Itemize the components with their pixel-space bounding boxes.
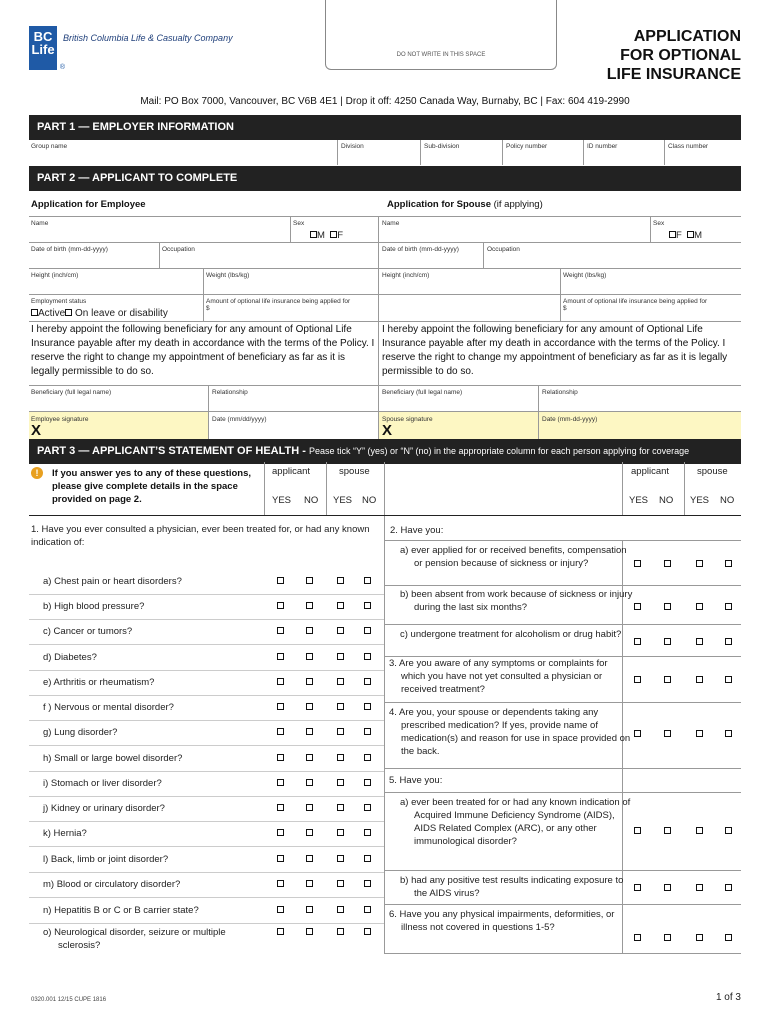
applicant-no-checkbox[interactable] (664, 603, 671, 610)
spouse-no-checkbox[interactable] (364, 906, 371, 913)
divider (384, 953, 741, 954)
applicant-no-checkbox[interactable] (664, 676, 671, 683)
question-1-item: e) Arthritis or rheumatism? (43, 677, 155, 688)
employee-height-field[interactable]: Height (inch/cm) (31, 272, 79, 279)
spouse-yes-checkbox[interactable] (696, 827, 703, 834)
spouse-heading (387, 199, 543, 210)
spouse-no-checkbox[interactable] (364, 779, 371, 786)
spouse-yes-checkbox[interactable] (337, 602, 344, 609)
divider (203, 268, 204, 294)
applicant-yes-checkbox[interactable] (277, 880, 284, 887)
spouse-yes-checkbox[interactable] (696, 676, 703, 683)
logo-text: BC Life (31, 29, 55, 57)
question-1-item: j) Kidney or urinary disorder? (43, 803, 165, 814)
form-code: 0320.001 12/15 CUPE 1816 (31, 997, 107, 1003)
divider (29, 385, 741, 386)
row-divider (29, 745, 384, 746)
employee-relationship-field[interactable]: Relationship (212, 389, 248, 396)
spouse-yes-checkbox[interactable] (337, 855, 344, 862)
spouse-yes-checkbox[interactable] (337, 577, 344, 584)
row-divider (29, 846, 384, 847)
employee-weight-field[interactable]: Weight (lbs/kg) (206, 272, 250, 279)
spouse-beneficiary-statement: I hereby appoint the following beneficiary for any amount of Optional Life Insurance payable after my death in accordance with the terms of the Policy. I reserve the right to change my appointment of beneficiary as far as it is legally permissible to do so. (382, 324, 728, 377)
employee-beneficiary-statement: I hereby appoint the following beneficiary for any amount of Optional Life Insurance payable after my death in accordance with the terms of the Policy. I reserve the right to change my appointment of beneficiary as far as it is legally permissible to do so. (31, 324, 375, 377)
applicant-yes-checkbox[interactable] (634, 676, 641, 683)
divider (337, 140, 338, 165)
divider (384, 792, 741, 793)
applicant-yes-checkbox[interactable] (277, 804, 284, 811)
question-3: 3. Are you aware of any symptoms or complaints for which you have not yet consulted a physician or received treatment? (389, 658, 608, 695)
spouse-yes-checkbox[interactable] (337, 906, 344, 913)
spouse-sex-options (669, 230, 702, 241)
divider (483, 242, 484, 268)
division-field[interactable]: Division (341, 143, 364, 150)
spouse-no-checkbox[interactable] (364, 928, 371, 935)
question-2b: b) been absent from work because of sickness or injury during the last six months? (400, 589, 633, 613)
divider (264, 462, 265, 515)
no-label: NO (304, 495, 319, 506)
spouse-no-checkbox[interactable] (364, 703, 371, 710)
question-1-item: h) Small or large bowel disorder? (43, 753, 183, 764)
question-1-item: d) Diabetes? (43, 652, 97, 663)
warning-icon: ! (31, 467, 43, 479)
group-name-field[interactable]: Group name (31, 143, 68, 150)
spouse-height-field[interactable]: Height (inch/cm) (382, 272, 430, 279)
applicant-yes-checkbox[interactable] (277, 928, 284, 935)
spouse-no-checkbox[interactable] (725, 676, 732, 683)
spouse-yes-checkbox[interactable] (696, 730, 703, 737)
bc-life-logo: BC Life ® (29, 26, 57, 70)
applicant-no-checkbox[interactable] (306, 880, 313, 887)
applicant-yes-checkbox[interactable] (634, 638, 641, 645)
employee-name-field[interactable]: Name (31, 220, 49, 227)
employee-occupation-field[interactable]: Occupation (162, 246, 195, 253)
question-1-item: k) Hernia? (43, 828, 87, 839)
applicant-no-checkbox[interactable] (306, 855, 313, 862)
applicant-no-checkbox[interactable] (664, 884, 671, 891)
m-label: M (317, 230, 325, 241)
spouse-yes-checkbox[interactable] (337, 880, 344, 887)
applicant-yes-checkbox[interactable] (634, 603, 641, 610)
applicant-yes-checkbox[interactable] (277, 829, 284, 836)
applicant-no-checkbox[interactable] (306, 678, 313, 685)
employee-sex-m-checkbox[interactable] (310, 231, 317, 238)
spouse-yes-checkbox[interactable] (696, 884, 703, 891)
active-label: Active (38, 308, 66, 319)
part3-subtitle: Pease tick “Y” (yes) or “N” (no) in the appropriate column for each person applying for coverage (308, 446, 690, 456)
on-leave-checkbox[interactable] (65, 309, 72, 316)
spouse-no-checkbox[interactable] (364, 728, 371, 735)
divider (384, 768, 741, 769)
divider (384, 624, 741, 625)
employment-status-label: Employment status (31, 298, 87, 305)
spouse-no-checkbox[interactable] (364, 804, 371, 811)
spouse-no-checkbox[interactable] (364, 577, 371, 584)
spouse-yes-checkbox[interactable] (337, 627, 344, 634)
active-checkbox[interactable] (31, 309, 38, 316)
divider (290, 216, 291, 242)
yes-label: YES (629, 495, 649, 506)
applicant-yes-checkbox[interactable] (277, 855, 284, 862)
f-label: F (337, 230, 344, 241)
title-line-2: FOR OPTIONAL (620, 47, 741, 64)
row-divider (29, 720, 384, 721)
applicant-no-checkbox[interactable] (306, 829, 313, 836)
spouse-no-checkbox[interactable] (364, 678, 371, 685)
applicant-yes-checkbox[interactable] (277, 602, 284, 609)
no-label: NO (362, 495, 377, 506)
applicant-yes-checkbox[interactable] (277, 577, 284, 584)
divider (29, 268, 741, 269)
row-divider (29, 619, 384, 620)
spouse-yes-checkbox[interactable] (696, 560, 703, 567)
question-1-item: c) Cancer or tumors? (43, 626, 133, 637)
question-5: 5. Have you: (389, 775, 443, 786)
applicant-yes-checkbox[interactable] (277, 728, 284, 735)
spouse-yes-checkbox[interactable] (337, 653, 344, 660)
spouse-yes-checkbox[interactable] (337, 754, 344, 761)
divider (560, 268, 561, 294)
spouse-no-checkbox[interactable] (364, 627, 371, 634)
divider (384, 904, 741, 905)
employee-sex-label: Sex (293, 220, 305, 227)
applicant-no-checkbox[interactable] (306, 653, 313, 660)
applicant-yes-checkbox[interactable] (634, 934, 641, 941)
divider (684, 462, 685, 515)
spouse-no-checkbox[interactable] (725, 934, 732, 941)
spouse-yes-checkbox[interactable] (337, 804, 344, 811)
spouse-no-checkbox[interactable] (725, 603, 732, 610)
divider (583, 140, 584, 165)
mailing-info: Mail: PO Box 7000, Vancouver, BC V6B 4E1 | Drop it off: 4250 Canada Way, Burnaby, BC | Fax: 604 419-2990 (140, 96, 630, 107)
employee-heading: Application for Employee (31, 199, 146, 210)
divider (560, 294, 561, 321)
applicant-no-checkbox[interactable] (664, 827, 671, 834)
employee-beneficiary-field[interactable]: Beneficiary (full legal name) (31, 389, 112, 396)
dollar-sign: $ (563, 305, 567, 312)
divider (29, 242, 741, 243)
signature-x: X (382, 422, 393, 439)
question-1-item: a) Chest pain or heart disorders? (43, 576, 182, 587)
divider (384, 702, 741, 703)
divider (384, 585, 741, 586)
m-label: M (694, 230, 703, 241)
spouse-column-label: spouse (697, 466, 728, 477)
applicant-no-checkbox[interactable] (664, 560, 671, 567)
applicant-no-checkbox[interactable] (664, 934, 671, 941)
applicant-yes-checkbox[interactable] (634, 730, 641, 737)
applicant-yes-checkbox[interactable] (634, 560, 641, 567)
applicant-no-checkbox[interactable] (306, 754, 313, 761)
column-divider (384, 462, 385, 954)
spouse-date-field[interactable] (539, 412, 741, 439)
question-5a: a) ever been treated for or had any known indication of Acquired Immune Deficiency Syndrome (AIDS), AIDS Related Complex (ARC), or any other immunological disorder? (400, 797, 631, 847)
applicant-yes-checkbox[interactable] (634, 827, 641, 834)
divider (159, 242, 160, 268)
question-2a: a) ever applied for or received benefits, compensation or pension because of sickness or injury? (400, 545, 627, 569)
row-divider (29, 695, 384, 696)
applicant-no-checkbox[interactable] (306, 703, 313, 710)
applicant-column-label: applicant (631, 466, 670, 477)
class-number-field[interactable]: Class number (668, 143, 709, 150)
column-divider (378, 216, 379, 322)
employee-sex-options (310, 230, 343, 241)
spouse-yes-checkbox[interactable] (337, 779, 344, 786)
spouse-sex-f-checkbox[interactable] (669, 231, 676, 238)
question-2: 2. Have you: (390, 525, 444, 536)
yes-label: YES (690, 495, 710, 506)
divider (420, 140, 421, 165)
yes-label: YES (333, 495, 353, 506)
row-divider (29, 670, 384, 671)
policy-number-field[interactable]: Policy number (506, 143, 548, 150)
question-1-item: b) High blood pressure? (43, 601, 145, 612)
employee-signature-label: Employee signature (31, 416, 89, 423)
company-name: British Columbia Life & Casualty Company (63, 33, 233, 43)
applicant-yes-checkbox[interactable] (277, 703, 284, 710)
spouse-yes-checkbox[interactable] (696, 934, 703, 941)
applicant-no-checkbox[interactable] (306, 804, 313, 811)
spouse-sex-label: Sex (653, 220, 665, 227)
question-1: 1. Have you ever consulted a physician, ever been treated for, or had any known indication of: (31, 524, 370, 548)
divider (384, 870, 741, 871)
yes-label: YES (272, 495, 292, 506)
spouse-yes-checkbox[interactable] (337, 728, 344, 735)
row-divider (29, 821, 384, 822)
divider (29, 216, 741, 217)
employee-amount-field[interactable] (206, 298, 350, 312)
spouse-no-checkbox[interactable] (364, 829, 371, 836)
spouse-yes-checkbox[interactable] (337, 703, 344, 710)
signature-x: X (31, 422, 42, 439)
sub-division-field[interactable]: Sub-division (424, 143, 460, 150)
spouse-yes-checkbox[interactable] (337, 678, 344, 685)
applicant-no-checkbox[interactable] (306, 779, 313, 786)
spouse-relationship-field[interactable]: Relationship (542, 389, 578, 396)
question-1-item: m) Blood or circulatory disorder? (43, 879, 181, 890)
spouse-yes-checkbox[interactable] (337, 928, 344, 935)
spouse-no-checkbox[interactable] (725, 827, 732, 834)
question-1-item: g) Lung disorder? (43, 727, 118, 738)
employee-date-field[interactable]: Date (mm/dd/yyyy) (212, 416, 267, 423)
spouse-no-checkbox[interactable] (364, 653, 371, 660)
question-1-item: o) Neurological disorder, seizure or multiple sclerosis? (43, 927, 226, 951)
applicant-no-checkbox[interactable] (306, 602, 313, 609)
applicant-no-checkbox[interactable] (306, 627, 313, 634)
applicant-yes-checkbox[interactable] (277, 906, 284, 913)
applicant-no-checkbox[interactable] (664, 730, 671, 737)
divider (29, 321, 741, 322)
spouse-no-checkbox[interactable] (364, 855, 371, 862)
applicant-yes-checkbox[interactable] (277, 653, 284, 660)
applicant-yes-checkbox[interactable] (277, 779, 284, 786)
divider (29, 294, 741, 295)
spouse-signature-label: Spouse signature (382, 416, 433, 423)
spouse-yes-checkbox[interactable] (696, 638, 703, 645)
divider (208, 385, 209, 439)
f-label: F (676, 230, 682, 241)
spouse-yes-checkbox[interactable] (337, 829, 344, 836)
question-1-item: i) Stomach or liver disorder? (43, 778, 162, 789)
part2-header: PART 2 — APPLICANT TO COMPLETE (29, 166, 741, 191)
on-leave-label: On leave or disability (75, 308, 168, 319)
employee-signature-field[interactable] (29, 412, 208, 439)
question-1-item: f ) Nervous or mental disorder? (43, 702, 174, 713)
question-4: 4. Are you, your spouse or dependents taking any prescribed medication? If yes, provide name of medication(s) and reason for use in space provided on the back. (389, 707, 631, 757)
page-number: 1 of 3 (715, 992, 741, 1003)
spouse-dob-field[interactable]: Date of birth (mm-dd-yyyy) (382, 246, 459, 253)
applicant-no-checkbox[interactable] (306, 906, 313, 913)
divider (203, 294, 204, 321)
row-divider (29, 771, 384, 772)
divider (384, 656, 741, 657)
divider (502, 140, 503, 165)
row-divider (29, 594, 384, 595)
spouse-no-checkbox[interactable] (364, 754, 371, 761)
spouse-signature-field[interactable] (379, 412, 538, 439)
spouse-date-label: Date (mm-dd-yyyy) (542, 416, 598, 423)
spouse-no-checkbox[interactable] (364, 602, 371, 609)
applicant-no-checkbox[interactable] (306, 577, 313, 584)
spouse-no-checkbox[interactable] (725, 884, 732, 891)
applicant-no-checkbox[interactable] (664, 638, 671, 645)
spouse-no-checkbox[interactable] (725, 560, 732, 567)
part3-header (29, 439, 741, 464)
applicant-yes-checkbox[interactable] (277, 754, 284, 761)
part1-header: PART 1 — EMPLOYER INFORMATION (29, 115, 741, 140)
employer-info-row (29, 140, 741, 165)
spouse-no-checkbox[interactable] (725, 730, 732, 737)
spouse-name-field[interactable]: Name (382, 220, 400, 227)
divider (650, 216, 651, 242)
spouse-amount-field[interactable] (563, 298, 707, 312)
form-title (607, 27, 741, 84)
applicant-no-checkbox[interactable] (306, 928, 313, 935)
applicant-column-label: applicant (272, 466, 311, 477)
spouse-heading-note: (if applying) (493, 199, 543, 210)
spouse-column-label: spouse (339, 466, 370, 477)
do-not-write-label: DO NOT WRITE IN THIS SPACE (396, 52, 486, 58)
dollar-sign: $ (206, 305, 210, 312)
employment-status-options (31, 308, 168, 319)
row-divider (29, 923, 384, 924)
applicant-yes-checkbox[interactable] (277, 627, 284, 634)
row-divider (29, 796, 384, 797)
part3-title: PART 3 — APPLICANT’S STATEMENT OF HEALTH - (37, 445, 309, 457)
spouse-no-checkbox[interactable] (725, 638, 732, 645)
spouse-occupation-field[interactable]: Occupation (487, 246, 520, 253)
title-line-1: APPLICATION (633, 28, 741, 45)
spouse-no-checkbox[interactable] (364, 880, 371, 887)
row-divider (29, 644, 384, 645)
amount-label: Amount of optional life insurance being applied for (563, 298, 708, 305)
applicant-yes-checkbox[interactable] (277, 678, 284, 685)
spouse-yes-checkbox[interactable] (696, 603, 703, 610)
question-6: 6. Have you any physical impairments, deformities, or illness not covered in questions 1-5? (389, 909, 615, 933)
warning-text: If you answer yes to any of these questions, please give complete details in the space provided on page 2. (52, 468, 252, 505)
question-2c: c) undergone treatment for alcoholism or drug habit? (400, 629, 622, 640)
row-divider (29, 872, 384, 873)
divider (29, 515, 741, 516)
id-number-field[interactable]: ID number (587, 143, 618, 150)
divider (664, 140, 665, 165)
applicant-yes-checkbox[interactable] (634, 884, 641, 891)
question-5b: b) had any positive test results indicating exposure to the AIDS virus? (400, 875, 624, 899)
divider (384, 540, 741, 541)
spouse-heading-text: Application for Spouse (387, 199, 491, 210)
question-1-item: l) Back, limb or joint disorder? (43, 854, 169, 865)
no-label: NO (720, 495, 735, 506)
applicant-no-checkbox[interactable] (306, 728, 313, 735)
question-1-item: n) Hepatitis B or C or B carrier state? (43, 905, 199, 916)
office-use-box (325, 0, 557, 70)
spouse-weight-field[interactable]: Weight (lbs/kg) (563, 272, 607, 279)
employee-dob-field[interactable]: Date of birth (mm-dd-yyyy) (31, 246, 108, 253)
divider (622, 462, 623, 515)
title-line-3: LIFE INSURANCE (606, 66, 741, 83)
no-label: NO (659, 495, 674, 506)
divider (326, 462, 327, 515)
spouse-beneficiary-field[interactable]: Beneficiary (full legal name) (382, 389, 463, 396)
row-divider (29, 897, 384, 898)
amount-label: Amount of optional life insurance being applied for (206, 298, 351, 305)
